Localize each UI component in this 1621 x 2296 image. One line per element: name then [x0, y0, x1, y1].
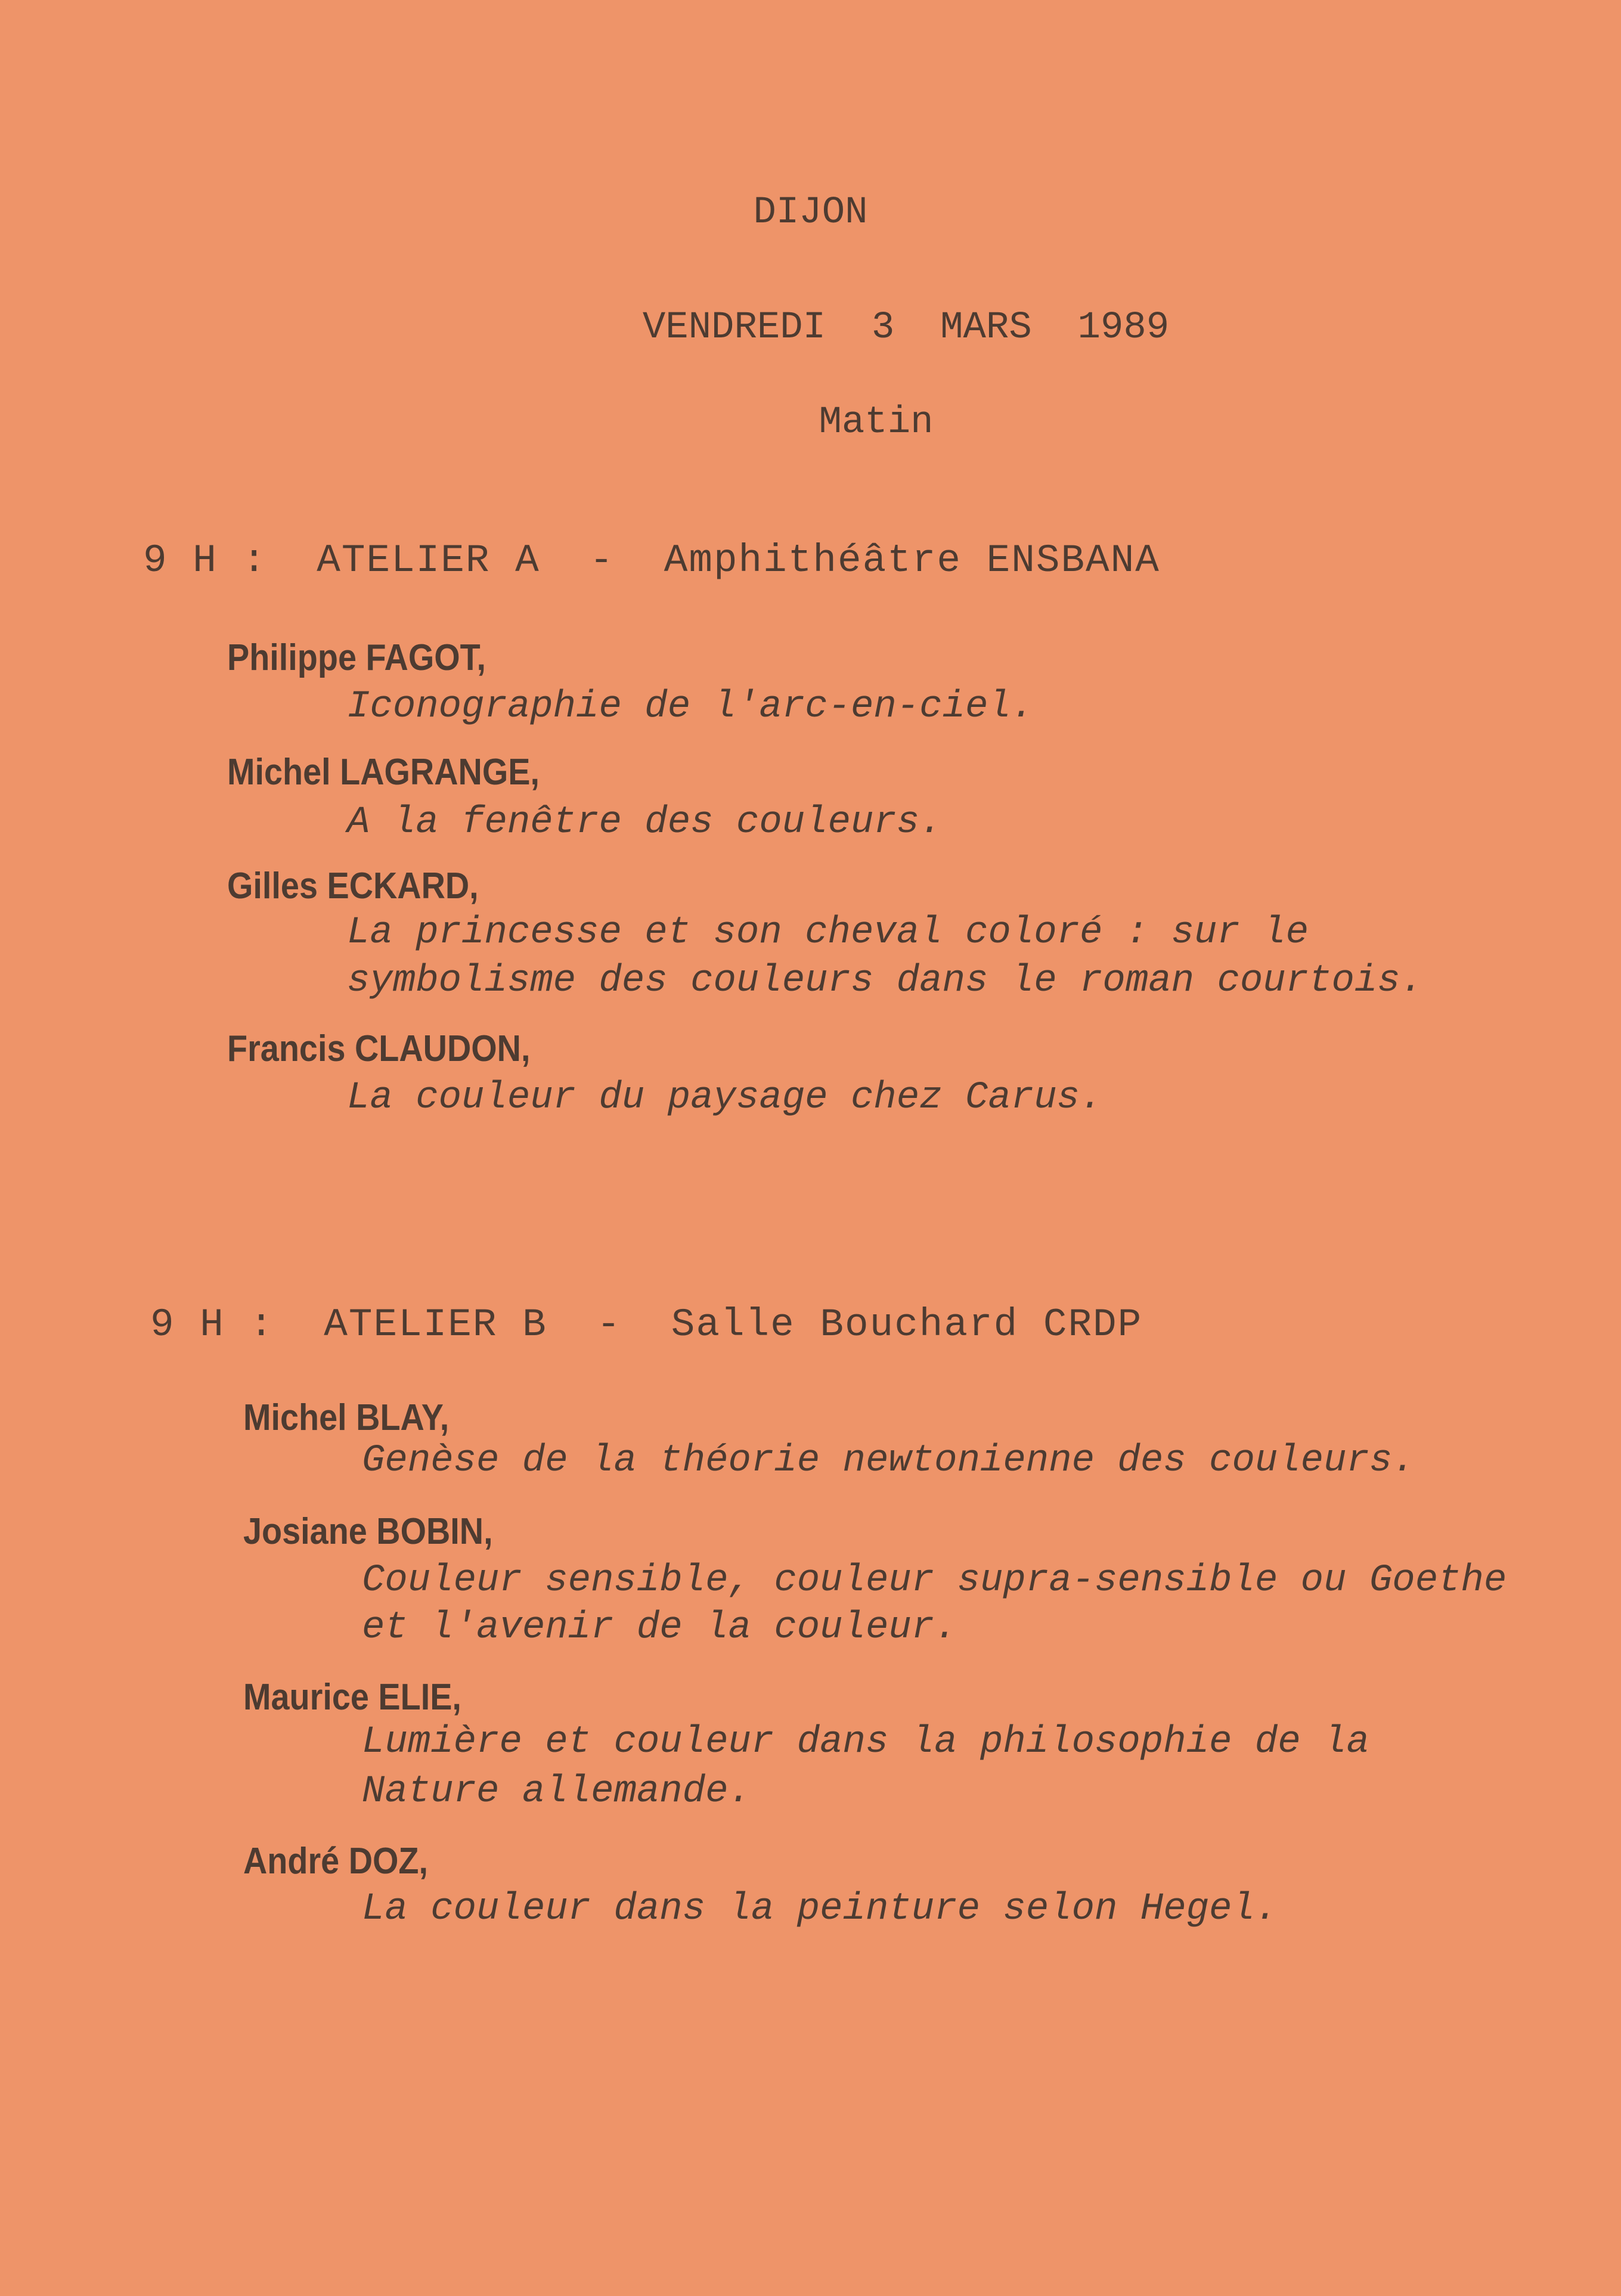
talk-title: symbolisme des couleurs dans le roman courtois.: [347, 960, 1424, 1003]
city-heading: DIJON: [753, 191, 868, 234]
talk-title: Nature allemande.: [362, 1770, 751, 1813]
period-heading: Matin: [819, 401, 934, 444]
talk-title: Genèse de la théorie newtonienne des couleurs.: [362, 1439, 1415, 1482]
date-heading: VENDREDI 3 MARS 1989: [642, 306, 1170, 349]
session-heading: 9 H : ATELIER B - Salle Bouchard CRDP: [150, 1302, 1143, 1347]
talk-title: Couleur sensible, couleur supra-sensible ou Goethe: [362, 1559, 1507, 1602]
talk-title: et l'avenir de la couleur.: [362, 1606, 957, 1649]
speaker-name: Francis CLAUDON,: [227, 1028, 531, 1069]
speaker-name: Josiane BOBIN,: [243, 1511, 493, 1552]
talk-title: La couleur dans la peinture selon Hegel.: [362, 1888, 1278, 1931]
talk-title: A la fenêtre des couleurs.: [347, 801, 943, 844]
speaker-name: André DOZ,: [243, 1841, 429, 1882]
talk-title: La couleur du paysage chez Carus.: [347, 1076, 1103, 1119]
talk-title: Lumière et couleur dans la philosophie de la: [362, 1721, 1369, 1764]
speaker-name: Gilles ECKARD,: [227, 865, 479, 907]
speaker-name: Michel LAGRANGE,: [227, 752, 540, 793]
session-heading: 9 H : ATELIER A - Amphithéâtre ENSBANA: [143, 538, 1160, 583]
speaker-name: Maurice ELIE,: [243, 1677, 461, 1718]
talk-title: Iconographie de l'arc-en-ciel.: [347, 685, 1034, 728]
talk-title: La princesse et son cheval coloré : sur le: [347, 911, 1309, 954]
speaker-name: Philippe FAGOT,: [227, 637, 486, 678]
speaker-name: Michel BLAY,: [243, 1397, 450, 1438]
